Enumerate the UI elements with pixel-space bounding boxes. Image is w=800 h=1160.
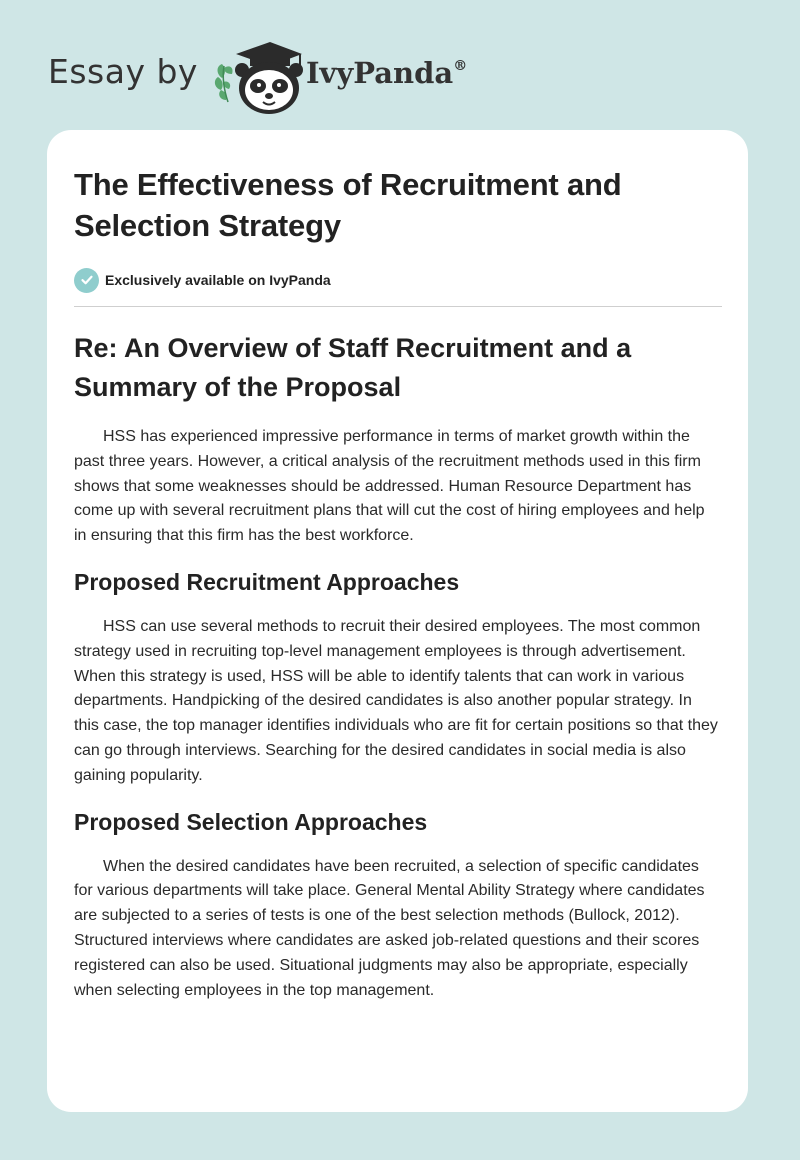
brand-logo-text[interactable]: IvyPanda® xyxy=(305,56,468,90)
panda-graduate-icon xyxy=(212,38,304,116)
exclusive-badge-label: Exclusively available on IvyPanda xyxy=(105,272,331,288)
exclusive-badge xyxy=(74,266,722,294)
essay-card xyxy=(47,130,748,1112)
section-heading-recruitment: Proposed Recruitment Approaches xyxy=(74,568,460,595)
divider xyxy=(74,306,722,307)
recruitment-paragraph: HSS can use several methods to recruit their desired employees. The most common strategy used in recruiting top-level management employees is through advertisement. When this strategy is used, HSS will be able to identify talents that can work in various departments. Handpicking of the desired candidates is also another popular strategy. In this case, the top manager identifies individuals who are fit for certain positions so that they can go through interviews. Searching for the desired candidates in social media is also gaining popularity. xyxy=(74,617,718,784)
essay-title: The Effectiveness of Recruitment and Selection Strategy xyxy=(74,167,622,243)
intro-paragraph: HSS has experienced impressive performance in terms of market growth within the past three years. However, a critical analysis of the recruitment methods used in this firm shows that some weaknesses should be addressed. Human Resource Department has come up with several recruitment plans that will cut the cost of hiring employees and help in ensuring that this firm has the best workforce. xyxy=(74,428,705,545)
selection-paragraph: When the desired candidates have been recruited, a selection of specific candidates for various departments will take place. General Mental Ability Strategy where candidates are subjected to a series of tests is one of the best selection methods (Bullock, 2012). Structured interviews where candidates are asked job-related questions and their scores registered can also be used. Situational judgments may also be appropriate, especially when selecting employees in the top management. xyxy=(74,857,705,999)
essay-by-label: Essay by xyxy=(48,51,198,91)
section-heading-overview: Re: An Overview of Staff Recruitment and a Summary of the Proposal xyxy=(74,333,632,402)
site-header xyxy=(48,36,467,116)
check-circle-icon xyxy=(74,268,99,293)
section-heading-selection: Proposed Selection Approaches xyxy=(74,808,428,835)
